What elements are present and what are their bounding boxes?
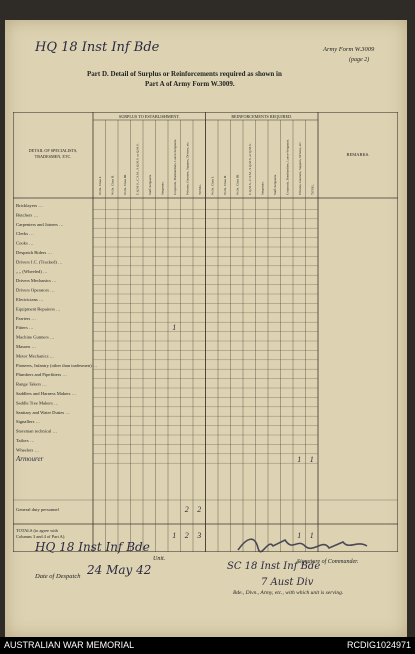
column-heading: Staff-Sergeants. [147,173,152,195]
column-heading: Privates, Gunners, Sappers, Drivers, etc. [297,141,302,195]
totals-value: 1 [309,531,314,540]
totals-label-line1: TOTALS (to agree with [16,528,58,533]
column-heading: TOTAL. [197,183,202,195]
brigade-note: Bde., Divn., Army, etc., with which unit is serving. [233,590,344,596]
unit-label: Unit. [153,556,166,562]
table-row-label: Butchers … [16,212,39,218]
column-heading: W.Os. Class II. [222,175,227,195]
table-row-label: Machine Gunners … [16,334,55,340]
column-heading: Staff-Sergeants. [272,173,277,195]
form-title-line2: Part A of Army Form W.3009. [145,80,235,88]
signature-unit-line2: 7 Aust Div [261,577,314,588]
unit-handwritten-header: HQ 18 Inst Inf Bde [35,40,160,55]
credits-strip [0,637,415,654]
table-row-label: Armourer [16,454,44,463]
general-duty-label: General duty personnel [16,507,59,512]
table-row-label: Electricians … [16,297,44,302]
column-heading: Corporals, Bombardiers, Lance-Sergeants. [285,138,290,195]
totals-value: 2 [184,531,189,540]
table-cell-value: 1 [297,454,302,464]
column-heading: Corporals, Bombardiers, Lance-Sergeants. [172,138,177,195]
commander-signature-icon [233,532,373,558]
table-row-label: Drivers Operators … [16,287,55,293]
column-heading: Privates, Gunners, Sappers, Drivers, etc. [185,141,190,195]
totals-value: 1 [172,531,177,540]
table-row-label: Saddle Tree Makers … [16,400,59,406]
trade-header-line1: DETAIL OF SPECIALISTS, [28,148,78,153]
despatch-label: Date of Despatch [35,573,81,580]
column-heading: W.Os. Class I. [210,176,215,195]
column-heading: W.Os. Class III. [122,173,127,195]
signature-unit-line1: SC 18 Inst Inf Bde [227,561,321,572]
unit-handwritten-footer: HQ 18 Inst Inf Bde [35,540,150,554]
column-heading: TOTAL. [310,183,315,195]
table-row-label: Tailors … [16,438,35,443]
column-heading: W.Os. Class III. [235,173,240,195]
table-row-label: Despatch Riders … [16,250,52,255]
table-row-label: Storeman technical … [16,428,58,434]
page-reference: (page 2) [349,57,370,63]
totals-label-line2: Columns 3 and 4 of Part A). [16,534,66,539]
table-cell-value: 1 [172,323,177,333]
table-row-label: Drivers I.C. (Tracked) … [16,259,63,265]
table-row-label: Saddlers and Harness Makers … [16,391,77,396]
general-duty-value: 2 [184,505,189,514]
column-heading: C.Q.M.S., C.S.M., S.Q.M.S. or Q.M.S. [135,143,140,195]
table-row-label: Equipment Repairers … [16,306,61,312]
trade-header-line2: TRADESMEN, ETC. [34,154,72,159]
table-row-label: Signallers … [16,419,41,425]
table-row-label: Bricklayers … [16,203,43,208]
table-row-label: „ „ (Wheeled) … [16,268,48,274]
form-title-line1: Part D. Detail of Surplus or Reinforcements required as shown in [87,70,282,78]
general-duty-value: 2 [197,505,202,514]
table-row-label: Wheelers … [16,447,40,453]
column-heading: Sergeants. [260,181,265,195]
column-heading: W.Os. Class I. [97,176,102,195]
totals-value: 1 [297,531,302,540]
table-cell-value: 1 [309,454,314,464]
table-row-label: Sanitary and Water Duties … [16,409,70,415]
form-sheet [5,20,407,637]
credit-left: AUSTRALIAN WAR MEMORIAL [4,640,135,650]
table-row-label: Range Takers … [16,381,47,387]
column-heading: Sergeants. [160,181,165,195]
form-reference: Army Form W.3009 [323,46,375,53]
table-row-label: Cooks … [16,240,34,246]
column-heading: W.Os. Class II. [110,175,115,195]
table-row-label: Fitters … [16,325,34,331]
table-row-label: Pioneers, Infantry (other than tradesmen) … [16,362,98,368]
table-row-label: Clerks … [16,231,34,237]
column-heading: C.Q.M.S., C.S.M., S.Q.M.S. or Q.M.S. [247,143,252,195]
table-row-label: Farriers … [16,315,37,321]
totals-value: 3 [197,531,202,540]
despatch-date: 24 May 42 [87,563,152,577]
table-row-label: Plumbers and Pipefitters … [16,372,67,378]
reinforcements-header: REINFORCEMENTS REQUIRED. [231,114,293,119]
table-row-label: Carpenters and Joiners … [16,221,64,227]
credit-right: RCDIG1024971 [346,640,411,650]
table-row-label: Masons … [16,344,37,349]
specialists-table [13,112,398,552]
signature-label: Signature of Commander. [297,559,359,565]
table-row-label: Drivers Mechanics … [16,278,57,284]
remarks-header: REMARKS. [346,152,370,157]
surplus-header: SURPLUS TO ESTABLISHMENT. [118,114,180,119]
table-row-label: Motor Mechanics … [16,353,55,359]
